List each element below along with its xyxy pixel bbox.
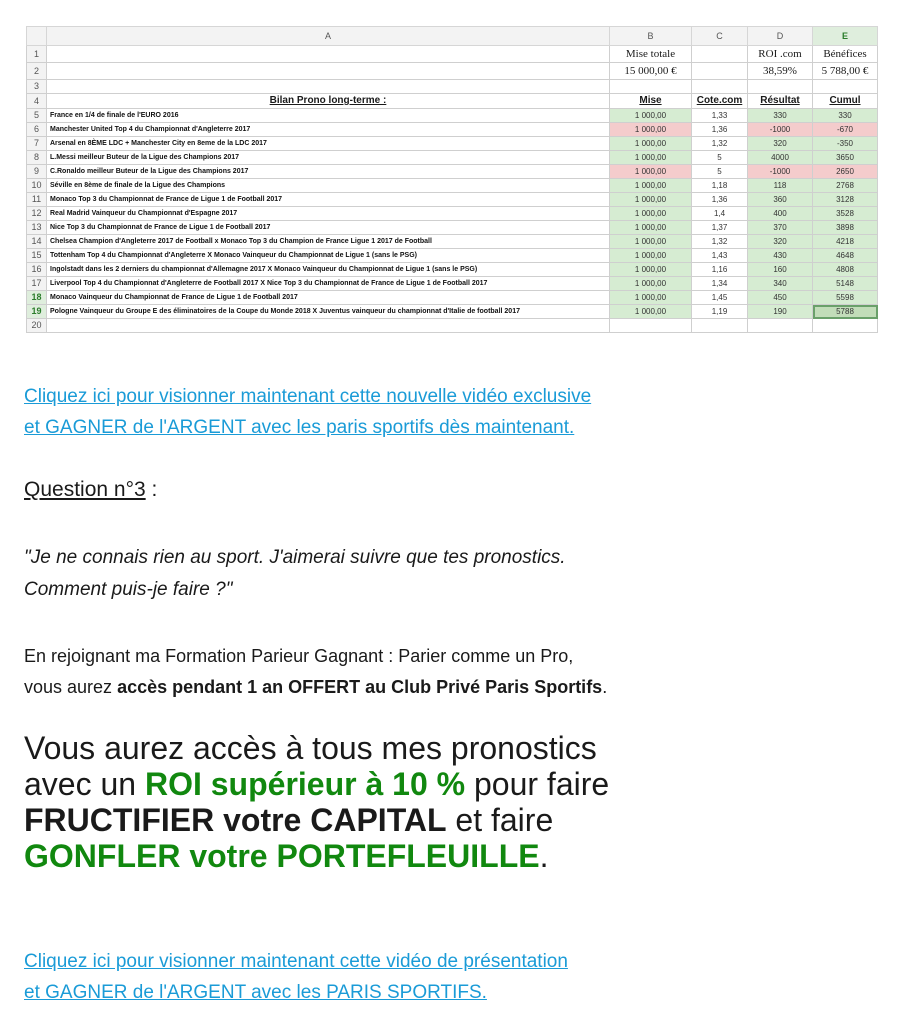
- cote-cell[interactable]: 1,36: [692, 123, 748, 137]
- bet-label[interactable]: Nice Top 3 du Championnat de France de Ligue 1 de Football 2017: [47, 221, 610, 235]
- table-row: [27, 151, 878, 165]
- column-header-c[interactable]: C: [692, 27, 748, 46]
- bet-label[interactable]: Pologne Vainqueur du Groupe E des éliminatoires de la Coupe du Monde 2018 X Juventus vainqueur du championnat d'Italie de football 2017: [47, 305, 610, 319]
- link-line[interactable]: Cliquez ici pour visionner maintenant cette nouvelle vidéo exclusive: [24, 386, 592, 407]
- promo-text: Vous aurez accès à tous mes pronostics avec un: [24, 730, 597, 802]
- mise-cell[interactable]: 1 000,00: [610, 263, 692, 277]
- table-row: [27, 291, 878, 305]
- cell[interactable]: [748, 80, 813, 94]
- row-header[interactable]: 9: [27, 165, 47, 179]
- bet-label[interactable]: Monaco Top 3 du Championnat de France de Ligue 1 de Football 2017: [47, 193, 610, 207]
- bet-label[interactable]: Liverpool Top 4 du Championnat d'Angleterre de Football 2017 X Nice Top 3 du Championnat de France de Ligue 1 de Football 2017: [47, 277, 610, 291]
- bet-label[interactable]: Chelsea Champion d'Angleterre 2017 de Football x Monaco Top 3 du Champion de France Ligue 1 2017 de Football: [47, 235, 610, 249]
- row-header[interactable]: 5: [27, 109, 47, 123]
- table-header-row: [27, 94, 878, 109]
- promo-statement: [24, 730, 664, 874]
- column-header-row: [27, 27, 878, 46]
- cell[interactable]: [47, 80, 610, 94]
- resultat-cell[interactable]: 320: [748, 137, 813, 151]
- mise-cell[interactable]: 1 000,00: [610, 305, 692, 319]
- cumul-cell[interactable]: -670: [813, 123, 878, 137]
- mise-cell[interactable]: 1 000,00: [610, 193, 692, 207]
- cote-cell[interactable]: 1,16: [692, 263, 748, 277]
- resultat-cell[interactable]: 320: [748, 235, 813, 249]
- mise-cell[interactable]: 1 000,00: [610, 165, 692, 179]
- cumul-cell[interactable]: 2768: [813, 179, 878, 193]
- row-header[interactable]: 4: [27, 94, 47, 109]
- cote-cell[interactable]: 1,32: [692, 137, 748, 151]
- resultat-cell[interactable]: 360: [748, 193, 813, 207]
- table-row: [27, 277, 878, 291]
- table-row: [27, 305, 878, 319]
- table-row: [27, 63, 878, 80]
- cote-cell[interactable]: 5: [692, 151, 748, 165]
- row-header[interactable]: 2: [27, 63, 47, 80]
- corner-cell[interactable]: [27, 27, 47, 46]
- table-row: [27, 137, 878, 151]
- row-header[interactable]: 13: [27, 221, 47, 235]
- link-line[interactable]: Cliquez ici pour visionner maintenant cette vidéo de présentation: [24, 951, 568, 972]
- cell[interactable]: [692, 63, 748, 80]
- cumul-cell[interactable]: 4808: [813, 263, 878, 277]
- table-row: [27, 319, 878, 333]
- table-row: [27, 235, 878, 249]
- bet-label[interactable]: L.Messi meilleur Buteur de la Ligue des Champions 2017: [47, 151, 610, 165]
- benefices-value[interactable]: 5 788,00 €: [813, 63, 878, 80]
- resultat-header[interactable]: Résultat: [748, 94, 813, 109]
- cote-header[interactable]: Cote.com: [692, 94, 748, 109]
- cumul-cell[interactable]: 3898: [813, 221, 878, 235]
- link-line[interactable]: et GAGNER de l'ARGENT avec les PARIS SPORTIFS.: [24, 982, 487, 1003]
- para-text: vous aurez: [24, 677, 118, 697]
- row-header[interactable]: 19: [27, 305, 47, 319]
- row-header[interactable]: 16: [27, 263, 47, 277]
- resultat-cell[interactable]: 160: [748, 263, 813, 277]
- resultat-cell[interactable]: 400: [748, 207, 813, 221]
- promo-text: et faire: [446, 802, 554, 838]
- column-header-b[interactable]: B: [610, 27, 692, 46]
- cell[interactable]: [692, 46, 748, 63]
- table-row: [27, 221, 878, 235]
- video-link-presentation[interactable]: [24, 946, 568, 1008]
- roi-value[interactable]: 38,59%: [748, 63, 813, 80]
- mise-cell[interactable]: 1 000,00: [610, 123, 692, 137]
- resultat-cell[interactable]: 340: [748, 277, 813, 291]
- link-line[interactable]: et GAGNER de l'ARGENT avec les paris sportifs dès maintenant.: [24, 417, 575, 438]
- cote-cell[interactable]: 1,34: [692, 277, 748, 291]
- mise-cell[interactable]: 1 000,00: [610, 151, 692, 165]
- question-label: Question n°3: [24, 478, 146, 501]
- cote-cell[interactable]: 5: [692, 165, 748, 179]
- mise-cell[interactable]: 1 000,00: [610, 277, 692, 291]
- column-header-a[interactable]: A: [47, 27, 610, 46]
- cell[interactable]: [610, 80, 692, 94]
- bet-label[interactable]: C.Ronaldo meilleur Buteur de la Ligue des Champions 2017: [47, 165, 610, 179]
- roi-label[interactable]: ROI .com: [748, 46, 813, 63]
- promo-portefeuille-highlight: GONFLER votre PORTEFLEUILLE: [24, 838, 540, 874]
- resultat-cell[interactable]: 430: [748, 249, 813, 263]
- bet-label[interactable]: Tottenham Top 4 du Championnat d'Angleterre X Monaco Vainqueur du Championnat de Ligue 1 (sans le PSG): [47, 249, 610, 263]
- cumul-cell[interactable]: 5598: [813, 291, 878, 305]
- cumul-cell[interactable]: 3528: [813, 207, 878, 221]
- quote-line: Comment puis-je faire ?": [24, 579, 233, 600]
- cumul-cell[interactable]: 330: [813, 109, 878, 123]
- table-row: [27, 207, 878, 221]
- para-line: En rejoignant ma Formation Parieur Gagnant : Parier comme un Pro,: [24, 646, 574, 666]
- row-header[interactable]: 1: [27, 46, 47, 63]
- spreadsheet: [26, 26, 877, 339]
- cell[interactable]: [47, 319, 610, 333]
- cote-cell[interactable]: 1,18: [692, 179, 748, 193]
- cumul-cell[interactable]: 2650: [813, 165, 878, 179]
- mise-cell[interactable]: 1 000,00: [610, 109, 692, 123]
- resultat-cell[interactable]: 4000: [748, 151, 813, 165]
- row-header[interactable]: 8: [27, 151, 47, 165]
- question-suffix: :: [145, 478, 158, 501]
- promo-text: pour faire: [465, 766, 610, 802]
- row-header[interactable]: 10: [27, 179, 47, 193]
- cell[interactable]: [47, 46, 610, 63]
- cell[interactable]: [692, 80, 748, 94]
- cumul-cell[interactable]: 3128: [813, 193, 878, 207]
- promo-capital-highlight: FRUCTIFIER votre CAPITAL: [24, 802, 447, 838]
- mise-cell[interactable]: 1 000,00: [610, 221, 692, 235]
- mise-header[interactable]: Mise: [610, 94, 692, 109]
- row-header[interactable]: 11: [27, 193, 47, 207]
- bilan-title[interactable]: Bilan Prono long-terme :: [47, 94, 610, 109]
- cell[interactable]: [813, 80, 878, 94]
- question-heading: [24, 478, 157, 502]
- mise-cell[interactable]: 1 000,00: [610, 291, 692, 305]
- cell[interactable]: [813, 319, 878, 333]
- row-header[interactable]: 14: [27, 235, 47, 249]
- answer-paragraph: [24, 641, 607, 703]
- bet-label[interactable]: Arsenal en 8ÈME LDC + Manchester City en 8eme de la LDC 2017: [47, 137, 610, 151]
- mise-totale-label[interactable]: Mise totale: [610, 46, 692, 63]
- row-header[interactable]: 15: [27, 249, 47, 263]
- video-link-exclusive[interactable]: [24, 381, 591, 443]
- cell[interactable]: [47, 63, 610, 80]
- table-row: [27, 109, 878, 123]
- bet-label[interactable]: Manchester United Top 4 du Championnat d'Angleterre 2017: [47, 123, 610, 137]
- table-row: [27, 46, 878, 63]
- promo-roi-highlight: ROI supérieur à 10 %: [144, 766, 466, 802]
- table-row: [27, 249, 878, 263]
- cumul-cell[interactable]: 4218: [813, 235, 878, 249]
- mise-cell[interactable]: 1 000,00: [610, 207, 692, 221]
- resultat-cell[interactable]: 450: [748, 291, 813, 305]
- row-header[interactable]: 3: [27, 80, 47, 94]
- question-quote: [24, 542, 566, 606]
- table-row: [27, 165, 878, 179]
- cell[interactable]: [692, 319, 748, 333]
- cote-cell[interactable]: 1,33: [692, 109, 748, 123]
- row-header[interactable]: 12: [27, 207, 47, 221]
- quote-line: "Je ne connais rien au sport. J'aimerai suivre que tes pronostics.: [24, 547, 566, 568]
- row-header[interactable]: 17: [27, 277, 47, 291]
- bilan-table: [26, 26, 878, 333]
- column-header-d[interactable]: D: [748, 27, 813, 46]
- resultat-cell[interactable]: 190: [748, 305, 813, 319]
- mise-cell[interactable]: 1 000,00: [610, 235, 692, 249]
- mise-cell[interactable]: 1 000,00: [610, 137, 692, 151]
- bet-label[interactable]: Real Madrid Vainqueur du Championnat d'Espagne 2017: [47, 207, 610, 221]
- cote-cell[interactable]: 1,32: [692, 235, 748, 249]
- resultat-cell[interactable]: 370: [748, 221, 813, 235]
- bet-label[interactable]: Ingolstadt dans les 2 derniers du championnat d'Allemagne 2017 X Monaco Vainqueur du Championnat de Ligue 1 (sans le PSG): [47, 263, 610, 277]
- cumul-header[interactable]: Cumul: [813, 94, 878, 109]
- cumul-cell[interactable]: 4648: [813, 249, 878, 263]
- mise-cell[interactable]: 1 000,00: [610, 179, 692, 193]
- cell[interactable]: [748, 319, 813, 333]
- table-row: [27, 263, 878, 277]
- row-header[interactable]: 6: [27, 123, 47, 137]
- bet-label[interactable]: Séville en 8ème de finale de la Ligue des Champions: [47, 179, 610, 193]
- para-emphasis: accès pendant 1 an OFFERT au Club Privé Paris Sportifs: [117, 677, 603, 697]
- mise-totale-value[interactable]: 15 000,00 €: [610, 63, 692, 80]
- resultat-cell[interactable]: -1000: [748, 123, 813, 137]
- resultat-cell[interactable]: -1000: [748, 165, 813, 179]
- resultat-cell[interactable]: 118: [748, 179, 813, 193]
- row-header[interactable]: 18: [27, 291, 47, 305]
- cumul-cell[interactable]: 5148: [813, 277, 878, 291]
- column-header-e[interactable]: E: [813, 27, 878, 46]
- para-text: .: [602, 677, 608, 697]
- cote-cell[interactable]: 1,43: [692, 249, 748, 263]
- cote-cell[interactable]: 1,19: [692, 305, 748, 319]
- cell[interactable]: [610, 319, 692, 333]
- promo-text: .: [539, 838, 549, 874]
- cote-cell[interactable]: 1,45: [692, 291, 748, 305]
- table-row: [27, 193, 878, 207]
- cumul-cell[interactable]: 5788: [813, 305, 878, 319]
- row-header[interactable]: 20: [27, 319, 47, 333]
- bet-label[interactable]: France en 1/4 de finale de l'EURO 2016: [47, 109, 610, 123]
- row-header[interactable]: 7: [27, 137, 47, 151]
- table-row: [27, 80, 878, 94]
- cumul-cell[interactable]: 3650: [813, 151, 878, 165]
- table-row: [27, 123, 878, 137]
- mise-cell[interactable]: 1 000,00: [610, 249, 692, 263]
- benefices-label[interactable]: Bénéfices: [813, 46, 878, 63]
- resultat-cell[interactable]: 330: [748, 109, 813, 123]
- cote-cell[interactable]: 1,4: [692, 207, 748, 221]
- table-row: [27, 179, 878, 193]
- cumul-cell[interactable]: -350: [813, 137, 878, 151]
- cote-cell[interactable]: 1,37: [692, 221, 748, 235]
- bet-label[interactable]: Monaco Vainqueur du Championnat de France de Ligue 1 de Football 2017: [47, 291, 610, 305]
- cote-cell[interactable]: 1,36: [692, 193, 748, 207]
